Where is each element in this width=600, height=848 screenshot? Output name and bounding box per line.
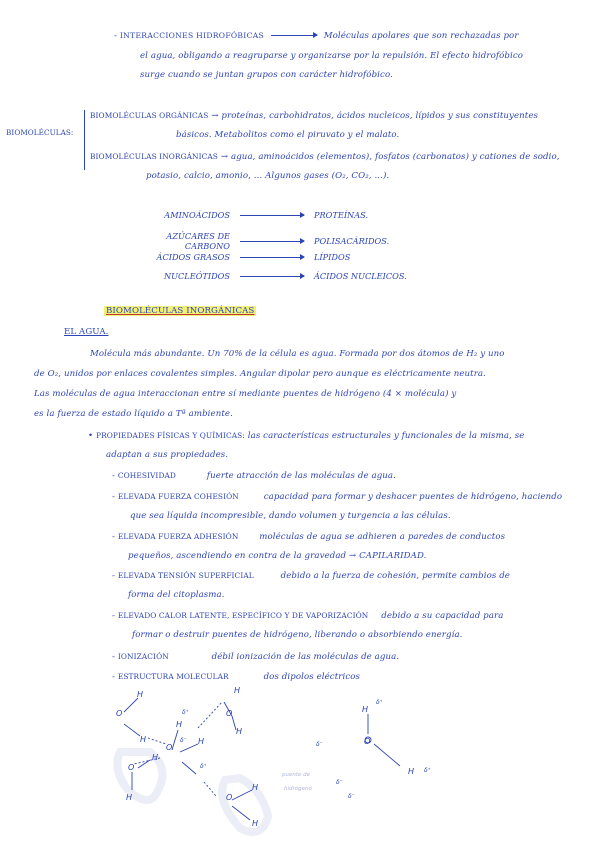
map-row: AZÚCARES DE CARBONO POLISACÁRIDOS. <box>166 231 390 251</box>
atom-label: O <box>128 763 135 772</box>
hydrophobic-term: INTERACCIONES HIDROFÓBICAS <box>119 31 264 40</box>
property-item-cont: pequeños, ascendiendo en contra de la gravedad → CAPILARIDAD. <box>128 551 427 561</box>
note-label: puente de <box>282 772 311 778</box>
property-item-cont: formar o destruir puentes de hidrógeno, liberando o absorbiendo energía. <box>132 630 463 640</box>
property-item: - IONIZACIÓN débil ionización de las moléculas de agua. <box>112 652 400 662</box>
charge-label: δ⁺ <box>424 767 431 774</box>
inorganic-line-1: BIOMOLÉCULAS INORGÁNICAS → agua, aminoácidos (elementos), fosfatos (carbonatos) y cationes de sodio, <box>90 152 560 162</box>
property-item: - COHESIVIDAD fuerte atracción de las moléculas de agua. <box>112 471 396 481</box>
atom-label: H <box>236 727 243 736</box>
property-item-cont: forma del citoplasma. <box>128 590 225 600</box>
hydrophobic-line-2: el agua, obligando a reagruparse y organizarse por la repulsión. El efecto hidrofóbico <box>140 51 524 61</box>
water-intro-1: Molécula más abundante. Un 70% de la célula es agua. Formada por dos átomos de H₂ y uno <box>90 349 505 359</box>
property-item: - ELEVADO CALOR LATENTE, ESPECÍFICO Y DE VAPORIZACIÓN debido a su capacidad para <box>112 611 504 621</box>
atom-label: H <box>126 793 133 802</box>
property-item: - ELEVADA TENSIÓN SUPERFICIAL debido a la fuerza de cohesión, permite cambios de <box>112 571 510 581</box>
property-item: - ELEVADA FUERZA COHESIÓN capacidad para formar y deshacer puentes de hidrógeno, haciendo <box>112 492 563 502</box>
properties-term: PROPIEDADES FÍSICAS Y QUÍMICAS: <box>96 431 245 440</box>
atom-label: H <box>252 819 259 828</box>
note-label: hidrógeno <box>284 786 312 792</box>
charge-label: δ⁺ <box>182 709 189 716</box>
section-subtitle: EL AGUA. <box>64 327 109 337</box>
charge-label: δ⁻ <box>180 737 187 744</box>
atom-label: O <box>226 709 233 718</box>
biomolecules-side-label: BIOMOLÉCULAS: <box>6 128 74 137</box>
atom-label: H <box>152 753 159 762</box>
atom-label: H <box>234 686 241 695</box>
water-intro-4: es la fuerza de estado líquido a Tª ambiente. <box>34 409 233 419</box>
property-item-cont: que sea líquida incompresible, dando volumen y turgencia a las células. <box>130 511 451 521</box>
atom-label: H <box>176 720 183 729</box>
organic-line-1: BIOMOLÉCULAS ORGÁNICAS → proteínas, carbohidratos, ácidos nucleicos, lípidos y sus constituyentes <box>90 111 539 121</box>
atom-label: H <box>362 705 369 714</box>
organic-line-2: básicos. Metabolitos como el piruvato y el malato. <box>176 130 400 140</box>
atom-label: O <box>364 737 371 746</box>
property-item: - ELEVADA FUERZA ADHESIÓN moléculas de agua se adhieren a paredes de conductos <box>112 532 506 542</box>
charge-label: δ⁻ <box>316 741 323 748</box>
atom-label: O <box>226 793 233 802</box>
inorganic-term: BIOMOLÉCULAS INORGÁNICAS <box>90 152 218 161</box>
water-intro-2: de O₂, unidos por enlaces covalentes simples. Angular dipolar pero aunque es eléctricamente neutra. <box>34 369 486 379</box>
property-item: - ESTRUCTURA MOLECULAR dos dipolos eléctricos <box>112 672 361 682</box>
map-row: AMINOÁCIDOS PROTEÍNAS. <box>164 210 369 220</box>
atom-label: H <box>408 767 415 776</box>
atom-label: H <box>252 783 259 792</box>
section-title: BIOMOLÉCULAS INORGÁNICAS <box>106 306 255 316</box>
hydrophobic-line-3: surge cuando se juntan grupos con carácter hidrofóbico. <box>140 70 393 80</box>
hydrophobic-line-1: - INTERACCIONES HIDROFÓBICAS Moléculas apolares que son rechazadas por <box>114 31 519 41</box>
atom-label: H <box>140 735 147 744</box>
atom-label: O <box>116 709 123 718</box>
charge-label: δ⁻ <box>336 779 343 786</box>
inorganic-line-2: potasio, calcio, amonio, ... Algunos gases (O₂, CO₂, ...). <box>146 171 390 181</box>
water-intro-3: Las moléculas de agua interaccionan entre sí mediante puentes de hidrógeno (4 × molécula) y <box>34 389 457 399</box>
atom-label: O <box>166 743 173 752</box>
charge-label: δ⁻ <box>348 793 355 800</box>
map-row: NUCLEÓTIDOS ÁCIDOS NUCLEICOS. <box>163 271 407 281</box>
atom-label: H <box>198 737 205 746</box>
charge-label: δ⁺ <box>200 763 207 770</box>
properties-header: • PROPIEDADES FÍSICAS Y QUÍMICAS: las características estructurales y funcionales de la misma, se <box>88 431 525 441</box>
atom-label: H <box>137 690 144 699</box>
charge-label: δ⁺ <box>376 699 383 706</box>
map-row: ÁCIDOS GRASOS LÍPIDOS <box>156 252 351 262</box>
organic-term: BIOMOLÉCULAS ORGÁNICAS <box>90 111 209 120</box>
properties-header-2: adaptan a sus propiedades. <box>106 450 229 460</box>
